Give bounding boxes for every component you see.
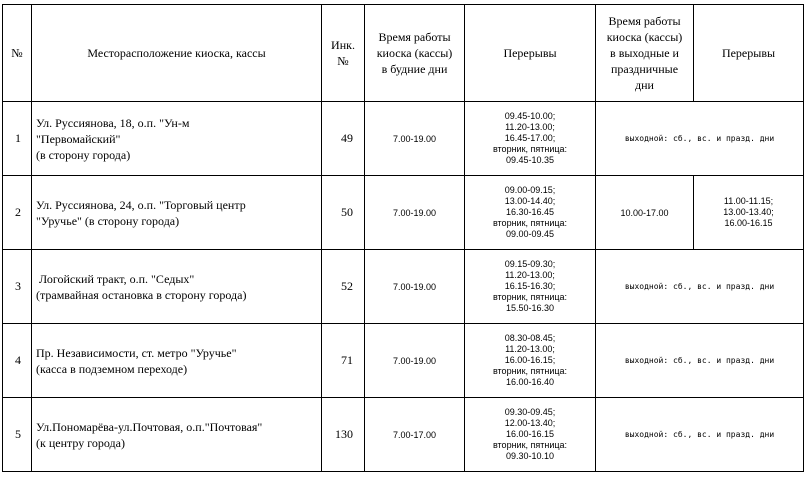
row-breaks: [465, 324, 596, 398]
weekend-note-text: выходной: сб., вс. и празд. дни: [624, 282, 775, 291]
weekend-break-line: 11.00-11.15;: [723, 196, 774, 206]
row-inv: 49: [322, 102, 365, 176]
break-line: 11.20-13.00;: [505, 270, 555, 280]
break-line: 15.50-16.30: [505, 303, 555, 313]
header-inv-line: №: [337, 54, 349, 68]
row-num: 3: [3, 250, 32, 324]
row-weekend-note: [596, 250, 804, 324]
break-line: вторник, пятница:: [492, 218, 568, 228]
row-weekend-hours: 10.00-17.00: [596, 176, 694, 250]
row-location: [32, 102, 322, 176]
row-weekday-hours: 7.00-19.00: [365, 250, 465, 324]
header-weekday-hours: [365, 5, 465, 102]
row-weekend-breaks: [694, 176, 804, 250]
header-inv: [322, 5, 365, 102]
break-line: 08.30-08.45;: [504, 333, 556, 343]
break-line: 09.30-09.45;: [504, 407, 556, 417]
header-weekend-line: в выходные и: [610, 46, 679, 60]
location-line: Ул. Руссиянова, 18, о.п. "Ун-м: [36, 115, 190, 130]
break-line: 13.00-14.40;: [504, 196, 556, 206]
header-weekday-line: Время работы: [378, 30, 451, 44]
row-location: [32, 250, 322, 324]
table-row: [3, 324, 804, 398]
break-line: 09.30-10.10: [505, 451, 555, 461]
header-weekday-line: в будние дни: [381, 62, 448, 76]
row-weekday-hours: 7.00-19.00: [365, 102, 465, 176]
location-line: (трамвайная остановка в сторону города): [36, 287, 247, 302]
table-row: [3, 398, 804, 472]
break-line: 09.00-09.15;: [504, 185, 556, 195]
location-line: Ул.Пономарёва-ул.Почтовая, о.п."Почтовая": [36, 419, 263, 434]
break-line: 09.00-09.45: [505, 229, 555, 239]
break-line: вторник, пятница:: [492, 366, 568, 376]
row-inv: 52: [322, 250, 365, 324]
header-breaks: Перерывы: [465, 5, 596, 102]
header-weekend-line: праздничные: [610, 62, 679, 76]
break-line: вторник, пятница:: [492, 292, 568, 302]
break-line: 11.20-13.00;: [505, 344, 555, 354]
row-breaks: [465, 250, 596, 324]
header-weekend-line: дни: [635, 78, 654, 92]
break-line: 16.00-16.15: [505, 429, 555, 439]
row-weekend-note: [596, 324, 804, 398]
location-line: "Первомайский": [36, 131, 121, 146]
row-num: 2: [3, 176, 32, 250]
location-line: "Уручье" (в сторону города): [36, 213, 180, 228]
break-line: 16.00-16.15;: [504, 355, 556, 365]
weekend-note-text: выходной: сб., вс. и празд. дни: [624, 134, 775, 143]
header-num: №: [3, 5, 32, 102]
header-location: Месторасположение киоска, кассы: [32, 5, 322, 102]
break-line: вторник, пятница:: [492, 440, 568, 450]
table-row: [3, 250, 804, 324]
break-line: 09.45-10.35: [505, 155, 555, 165]
location-line: Пр. Независимости, ст. метро "Уручье": [36, 345, 237, 360]
row-location: [32, 176, 322, 250]
weekend-break-line: 13.00-13.40;: [723, 207, 774, 217]
break-line: 11.20-13.00;: [505, 122, 555, 132]
row-inv: 130: [322, 398, 365, 472]
row-location: [32, 398, 322, 472]
break-line: 16.30-16.45: [505, 207, 555, 217]
row-weekend-note: [596, 398, 804, 472]
break-line: 16.15-16.30;: [504, 281, 556, 291]
break-line: вторник, пятница:: [492, 144, 568, 154]
row-inv: 71: [322, 324, 365, 398]
location-line: Ул. Руссиянова, 24, о.п. "Торговый центр: [36, 197, 246, 212]
table-row: [3, 102, 804, 176]
table-row: [3, 176, 804, 250]
weekend-note-text: выходной: сб., вс. и празд. дни: [624, 356, 775, 365]
row-breaks: [465, 102, 596, 176]
row-num: 5: [3, 398, 32, 472]
header-row: [3, 5, 804, 102]
weekend-break-line: 16.00-16.15: [724, 218, 773, 228]
row-num: 1: [3, 102, 32, 176]
header-weekday-line: киоска (кассы): [376, 46, 453, 60]
header-weekend-breaks: Перерывы: [694, 5, 804, 102]
header-weekend-line: Время работы: [608, 14, 681, 28]
header-weekend-line: киоска (кассы): [606, 30, 683, 44]
row-num: 4: [3, 324, 32, 398]
kiosk-schedule-table: [2, 4, 804, 472]
location-line: Логойский тракт, о.п. "Седых": [36, 271, 195, 286]
row-breaks: [465, 176, 596, 250]
location-line: (касса в подземном переходе): [36, 361, 188, 376]
header-inv-line: Инк.: [331, 38, 355, 52]
row-weekday-hours: 7.00-17.00: [365, 398, 465, 472]
row-weekend-note: [596, 102, 804, 176]
break-line: 12.00-13.40;: [504, 418, 556, 428]
break-line: 09.45-10.00;: [504, 111, 556, 121]
row-weekday-hours: 7.00-19.00: [365, 176, 465, 250]
row-inv: 50: [322, 176, 365, 250]
row-breaks: [465, 398, 596, 472]
break-line: 16.00-16.40: [505, 377, 555, 387]
location-line: (к центру города): [36, 435, 125, 450]
location-line: (в сторону города): [36, 147, 131, 162]
row-weekday-hours: 7.00-19.00: [365, 324, 465, 398]
break-line: 09.15-09.30;: [504, 259, 556, 269]
header-weekend-hours: [596, 5, 694, 102]
break-line: 16.45-17.00;: [504, 133, 556, 143]
weekend-note-text: выходной: сб., вс. и празд. дни: [624, 430, 775, 439]
row-location: [32, 324, 322, 398]
